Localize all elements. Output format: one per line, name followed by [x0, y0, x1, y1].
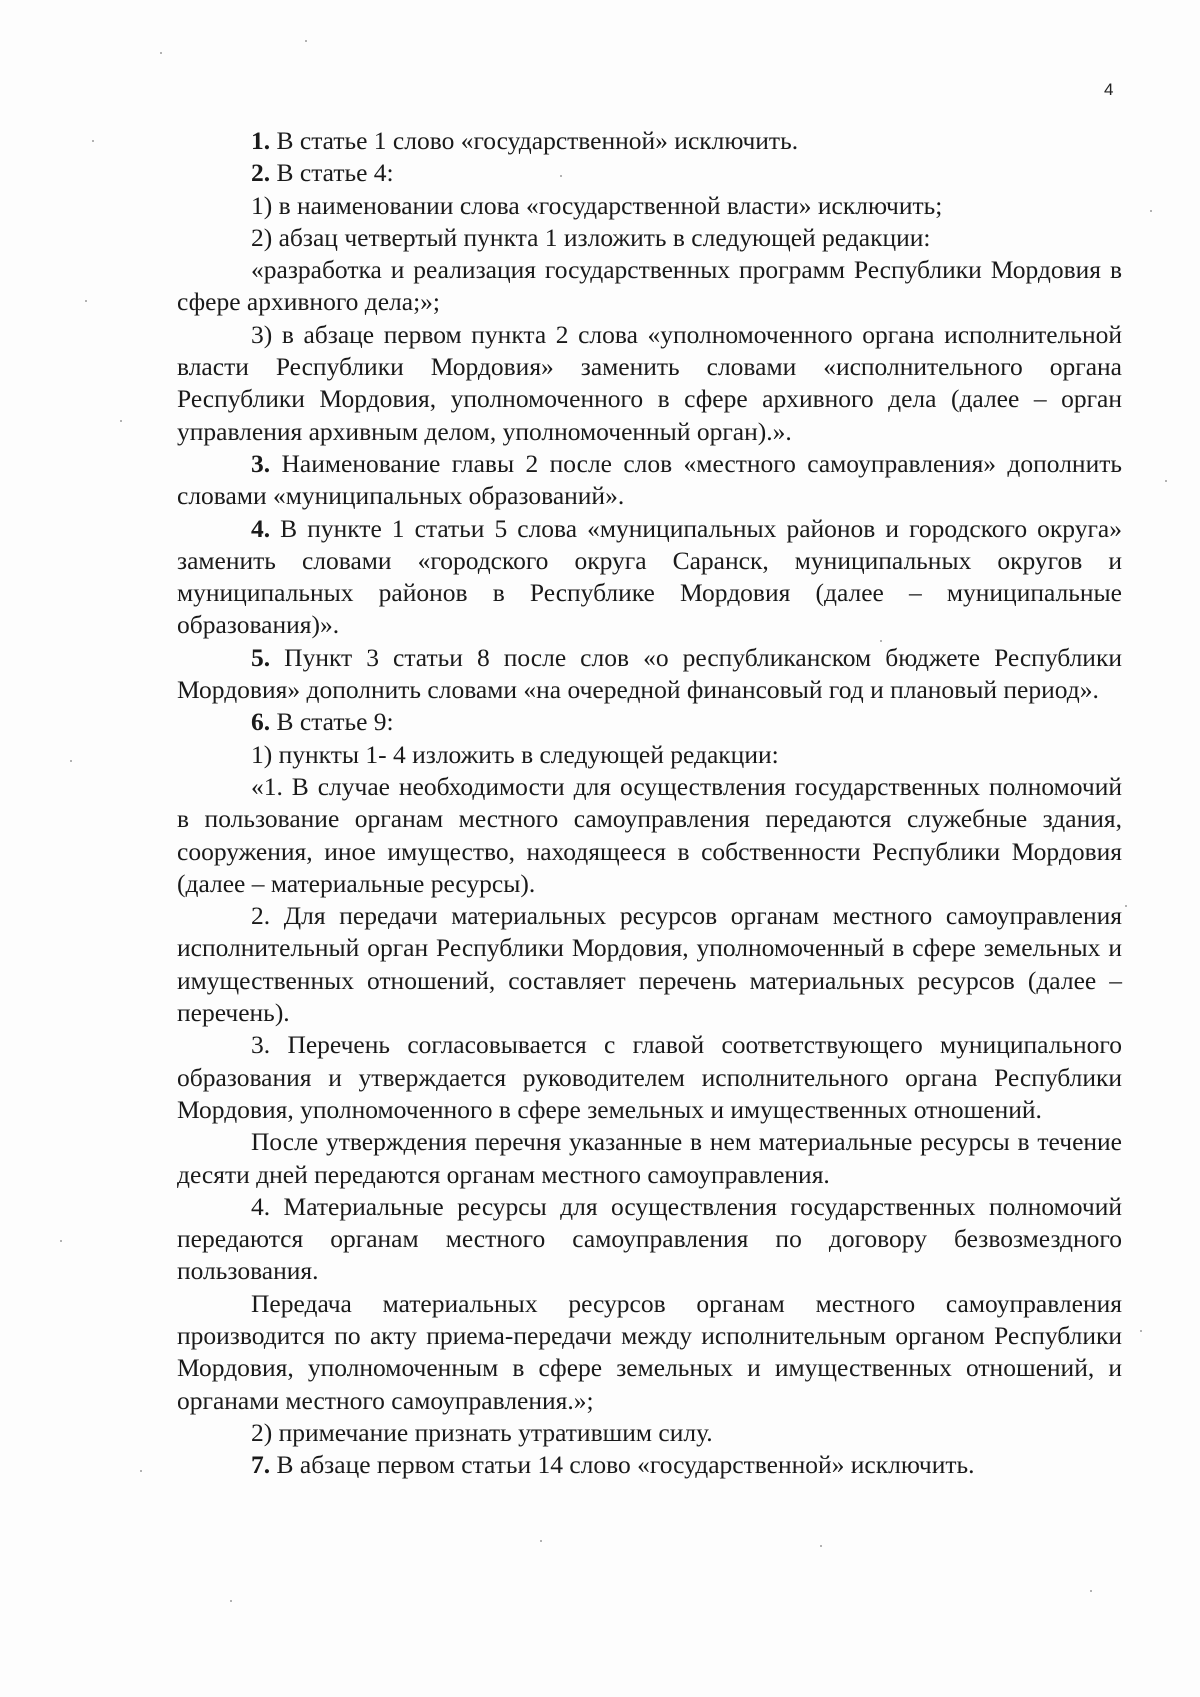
paragraph-quote	[177, 900, 1122, 1029]
paragraph-item-1	[177, 125, 1122, 157]
paragraph-item-5	[177, 642, 1122, 707]
paragraph-text: 3. Перечень согласовывается с главой соответствующего муниципального образования и утверждается руководителем исполнительного органа Республики Мордовия, уполномоченного в сфере земельных и имущественных отношений.	[177, 1030, 1122, 1124]
paragraph-item-6	[177, 706, 1122, 738]
page-number: 4	[1104, 80, 1114, 99]
paragraph-text: В пункте 1 статьи 5 слова «муниципальных районов и городского округа» заменить словами «городского округа Саранск, муниципальных округов и муниципальных районов в Республике Мордовия (далее – муниципальные образования)».	[177, 513, 1122, 640]
item-number: 2.	[251, 158, 271, 188]
scan-speck	[85, 300, 87, 302]
paragraph-text: В статье 9:	[270, 707, 394, 737]
scan-speck	[880, 640, 882, 642]
paragraph-text: В абзаце первом статьи 14 слово «государственной» исключить.	[270, 1450, 975, 1480]
paragraph-subitem	[177, 190, 1122, 222]
paragraph-subitem	[177, 319, 1122, 448]
scan-speck	[1165, 480, 1167, 482]
scan-speck	[120, 420, 122, 422]
scan-speck	[305, 40, 307, 42]
paragraph-text: Пункт 3 статьи 8 после слов «о республиканском бюджете Республики Мордовия» дополнить словами «на очередной финансовый год и плановый период».	[177, 642, 1122, 705]
scan-speck	[560, 175, 562, 177]
item-number: 4.	[251, 513, 271, 543]
paragraph-quote	[177, 1126, 1122, 1191]
paragraph-text: 4. Материальные ресурсы для осуществления государственных полномочий передаются органам местного самоуправления по договору безвозмездного пользования.	[177, 1191, 1122, 1286]
scan-speck	[1140, 1330, 1142, 1332]
scan-speck	[70, 760, 72, 762]
item-number: 6.	[251, 707, 271, 737]
scan-speck	[540, 1540, 542, 1542]
document-body	[177, 125, 1122, 1481]
paragraph-quote	[177, 1288, 1122, 1417]
paragraph-item-3	[177, 448, 1122, 513]
item-number: 5.	[251, 642, 271, 672]
paragraph-item-7	[177, 1449, 1122, 1481]
scan-speck	[820, 1545, 822, 1547]
paragraph-text: В статье 1 слово «государственной» исключить.	[270, 126, 799, 155]
scan-speck	[60, 1240, 62, 1242]
paragraph-text: «разработка и реализация государственных программ Республики Мордовия в сфере архивного дела;»;	[177, 255, 1122, 317]
paragraph-text: 2. Для передачи материальных ресурсов органам местного самоуправления исполнительный орган Республики Мордовия, уполномоченный в сфере земельных и имущественных отношений, составляет перечень материальных ресурсов (далее – перечень).	[177, 901, 1122, 1028]
paragraph-subitem	[177, 739, 1122, 771]
paragraph-item-2	[177, 157, 1122, 189]
paragraph-text: Передача материальных ресурсов органам местного самоуправления производится по акту приема-передачи между исполнительным органом Республики Мордовия, уполномоченным в сфере земельных и имущественных отношений, и органами местного самоуправления.»;	[177, 1288, 1122, 1415]
paragraph-text: Наименование главы 2 после слов «местного самоуправления» дополнить словами «муниципальных образований».	[177, 448, 1122, 511]
paragraph-text: После утверждения перечня указанные в нем материальные ресурсы в течение десяти дней передаются органам местного самоуправления.	[177, 1127, 1122, 1189]
item-number: 1.	[251, 126, 271, 155]
scan-speck	[160, 52, 162, 54]
paragraph-text: В статье 4:	[270, 158, 394, 188]
paragraph-quote	[177, 771, 1122, 900]
scan-speck	[1090, 1590, 1092, 1592]
item-number: 7.	[251, 1450, 271, 1480]
scan-speck	[230, 1600, 232, 1602]
paragraph-text: «1. В случае необходимости для осуществления государственных полномочий в пользование органам местного самоуправления передаются служебные здания, сооружения, иное имущество, находящееся в собственности Республики Мордовия (далее – материальные ресурсы).	[177, 771, 1122, 898]
paragraph-subitem	[177, 1417, 1122, 1449]
paragraph-text: 2) примечание признать утратившим силу.	[251, 1417, 713, 1447]
paragraph-text: 2) абзац четвертый пункта 1 изложить в следующей редакции:	[251, 222, 931, 252]
paragraph-quote	[177, 254, 1122, 319]
paragraph-item-4	[177, 513, 1122, 642]
scan-speck	[92, 140, 94, 142]
scan-speck	[1125, 905, 1127, 907]
item-number: 3.	[251, 448, 271, 478]
paragraph-text: 1) пункты 1- 4 изложить в следующей редакции:	[251, 739, 779, 769]
paragraph-quote	[177, 1191, 1122, 1288]
scan-speck	[140, 1470, 142, 1472]
paragraph-text: 1) в наименовании слова «государственной власти» исключить;	[251, 190, 943, 220]
paragraph-text: 3) в абзаце первом пункта 2 слова «уполномоченного органа исполнительной власти Республики Мордовия» заменить словами «исполнительного органа Республики Мордовия, уполномоченного в сфере архивного дела (далее – орган управления архивным делом, уполномоченный орган).».	[177, 319, 1122, 446]
scan-speck	[1150, 210, 1152, 212]
paragraph-quote	[177, 1029, 1122, 1126]
paragraph-subitem	[177, 222, 1122, 254]
